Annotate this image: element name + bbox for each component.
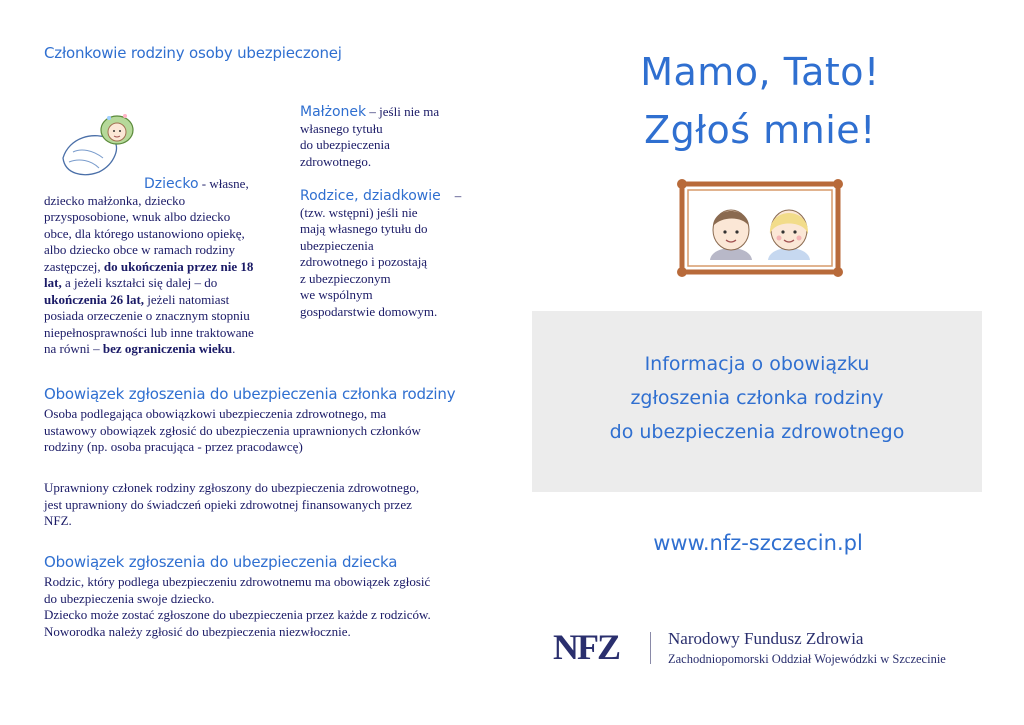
- child-line-8: posiada orzeczenie o znacznym stopniu: [44, 308, 250, 323]
- child-text-intro: - własne,: [198, 176, 249, 191]
- child-line-9: niepełnosprawności lub inne traktowane: [44, 324, 254, 340]
- child-obligation-line-3: Dziecko może zostać zgłoszone do ubezpieczenia przez każde z rodziców.: [44, 607, 431, 622]
- info-line-3: do ubezpieczenia zdrowotnego: [609, 421, 905, 443]
- child-obligation-line-2: do ubezpieczenia swoje dziecko.: [44, 590, 215, 606]
- child-paragraph: [44, 176, 294, 358]
- entitled-line-2: jest uprawniony do świadczeń opieki zdrowotnej finansowanych przez: [44, 496, 412, 512]
- child-line-7: [44, 292, 294, 309]
- parents-line-5: z ubezpieczonym: [300, 270, 391, 286]
- child-line-4: albo dziecko obce w ramach rodziny: [44, 242, 235, 257]
- child-text-z2: a jeżeli kształci się dalej – do: [61, 275, 218, 290]
- child-text-z1: zastępczej,: [44, 258, 104, 274]
- org-branch: Zachodniopomorski Oddział Wojewódzki w Szczecinie: [668, 652, 946, 666]
- child-bold-lat: lat,: [44, 275, 62, 290]
- obligation-family-line-1: Osoba podlegająca obowiązkowi ubezpieczenia zdrowotnego, ma: [44, 406, 387, 421]
- info-box: [532, 311, 982, 492]
- section-title-obligation-child: Obowiązek zgłoszenia do ubezpieczenia dziecka: [44, 553, 398, 571]
- parents-line-7: gospodarstwie domowym.: [300, 303, 438, 319]
- parents-line-2: mają własnego tytułu do: [300, 221, 428, 236]
- parents-dash: –: [454, 188, 462, 203]
- logo-divider: [650, 632, 651, 664]
- child-line-3: obce, dla którego ustanowiono opiekę,: [44, 225, 245, 241]
- parents-paragraph: [300, 188, 500, 320]
- website-link[interactable]: www.nfz-szczecin.pl: [653, 531, 863, 555]
- child-line-2: przysposobione, wnuk albo dziecko: [44, 209, 231, 224]
- obligation-family-line-3: rodziny (np. osoba pracująca - przez pracodawcę): [44, 439, 303, 454]
- spouse-line-1: własnego tytułu: [300, 120, 383, 136]
- spouse-line-2: do ubezpieczenia: [300, 137, 390, 152]
- child-line-1: dziecko małżonka, dziecko: [44, 192, 186, 208]
- child-text-z4: na równi –: [44, 341, 103, 356]
- child-line-10: [44, 341, 294, 358]
- child-bold-age-26: ukończenia 26 lat,: [44, 291, 145, 307]
- child-obligation-line-1: Rodzic, który podlega ubezpieczeniu zdrowotnemu ma obowiązek zgłosić: [44, 574, 431, 589]
- parents-line-6: we wspólnym: [300, 287, 373, 302]
- child-text-z5: .: [232, 341, 236, 356]
- spouse-label: Małżonek: [300, 104, 367, 120]
- slogan-line-1: Mamo, Tato!: [640, 50, 880, 94]
- info-line-2: zgłoszenia członka rodziny: [630, 387, 884, 409]
- child-label: Dziecko: [144, 176, 199, 192]
- obligation-family-line-2: ustawowy obowiązek zgłosić do ubezpieczenia uprawnionych członków: [44, 422, 421, 438]
- section-title-obligation-family: Obowiązek zgłoszenia do ubezpieczenia członka rodziny: [44, 385, 456, 403]
- info-box-text: [532, 311, 982, 449]
- spouse-text-intro: – jeśli nie ma: [366, 104, 440, 119]
- child-obligation-line-4: Noworodka należy zgłosić do ubezpieczenia niezwłocznie.: [44, 623, 351, 639]
- entitled-line-1: Uprawniony członek rodziny zgłoszony do ubezpieczenia zdrowotnego,: [44, 480, 420, 495]
- obligation-family-paragraph-1: [44, 406, 504, 456]
- obligation-family-paragraph-2: [44, 480, 504, 530]
- entitled-line-3: NFZ.: [44, 513, 72, 528]
- child-line-6: [44, 275, 294, 292]
- org-name: Narodowy Fundusz Zdrowia: [668, 629, 864, 648]
- parents-line-3: ubezpieczenia: [300, 237, 374, 253]
- obligation-child-paragraph: [44, 574, 514, 640]
- child-bold-no-age-limit: bez ograniczenia wieku: [102, 341, 233, 356]
- info-line-1: Informacja o obowiązku: [644, 353, 870, 375]
- spouse-line-3: zdrowotnego.: [300, 153, 372, 169]
- parents-line-1: (tzw. wstępni) jeśli nie: [300, 204, 418, 220]
- slogan-line-2: Zgłoś mnie!: [644, 108, 876, 152]
- section-title-family-members: Członkowie rodziny osoby ubezpieczonej: [44, 44, 342, 62]
- baby-illustration-icon: [55, 108, 135, 180]
- family-portrait-frame-icon: [676, 178, 844, 278]
- child-text-z3: jeżeli natomiast: [144, 291, 230, 307]
- child-line-5: [44, 259, 294, 276]
- parents-label: Rodzice, dziadkowie: [300, 188, 441, 204]
- spouse-paragraph: [300, 104, 500, 170]
- nfz-logo: NFZ: [553, 627, 619, 667]
- child-bold-age-18: do ukończenia przez nie 18: [103, 258, 254, 274]
- parents-line-4: zdrowotnego i pozostają: [300, 254, 428, 269]
